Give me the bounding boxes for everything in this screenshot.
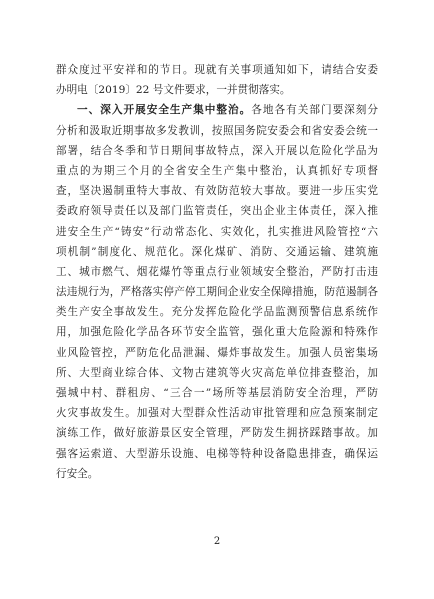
text-line: 查，坚决遏制重特大事故、有效防范较大事故。要进一步压实党 — [56, 185, 378, 198]
section-heading: 一、深入开展安全生产集中整治。 — [77, 104, 252, 117]
text-line: 委政府领导责任以及部门监管责任，突出企业主体责任，深入推 — [56, 205, 378, 218]
text-line: 行安全。 — [56, 467, 99, 480]
section-1-opening-line — [56, 100, 378, 120]
body-text — [56, 60, 378, 484]
text-line: 演练工作，做好旅游景区安全管理，严防发生拥挤踩踏事故。加 — [56, 427, 378, 440]
text-line: 强客运索道、大型游乐设施、电梯等特种设备隐患排查，确保运 — [56, 447, 378, 460]
text-line: 分析和汲取近期事故多发教训，按照国务院安委会和省安委会统一 — [56, 124, 378, 137]
text-line: 重点的为期三个月的全省安全生产集中整治，认真抓好专项督 — [56, 164, 378, 177]
text-line: 业风险管控，严防危化品泄漏、爆炸事故发生。加强人员密集场 — [56, 346, 378, 359]
text-line: 项机制”制度化、规范化。深化煤矿、消防、交通运输、建筑施 — [56, 245, 378, 258]
text-line: 工、城市燃气、烟花爆竹等重点行业领域安全整治，严防打击违 — [56, 265, 378, 278]
text-line: 群众度过平安祥和的节日。现就有关事项通知如下，请结合安委 — [56, 64, 378, 76]
text-line: 火灾事故发生。加强对大型群众性活动审批管理和应急预案制定 — [56, 407, 378, 420]
text-line: 所、大型商业综合体、文物古建筑等火灾高危单位排查整治，加 — [56, 366, 378, 379]
text-line: 进安全生产“铸安”行动常态化、实效化，扎实推进风险管控“六 — [56, 225, 378, 238]
text-line: 用，加强危险化学品各环节安全监管，强化重大危险源和特殊作 — [56, 326, 378, 339]
section-lead-text: 各地各有关部门要深刻分 — [251, 104, 378, 117]
text-line: 法违规行为，严格落实停产停工期间企业安全保障措施，防范遏制各 — [56, 286, 378, 299]
text-line: 办明电〔2019〕22 号文件要求，一并贯彻落实。 — [56, 84, 291, 97]
text-line: 强城中村、群租房、“三合一”场所等基层消防安全治理，严防 — [56, 387, 378, 399]
text-line: 部署，结合冬季和节日期间事故特点，深入开展以危险化学品为 — [56, 144, 378, 157]
text-line: 类生产安全事故发生。充分发挥危险化学品监测预警信息系统作 — [56, 306, 378, 319]
page-number: 2 — [213, 536, 221, 547]
